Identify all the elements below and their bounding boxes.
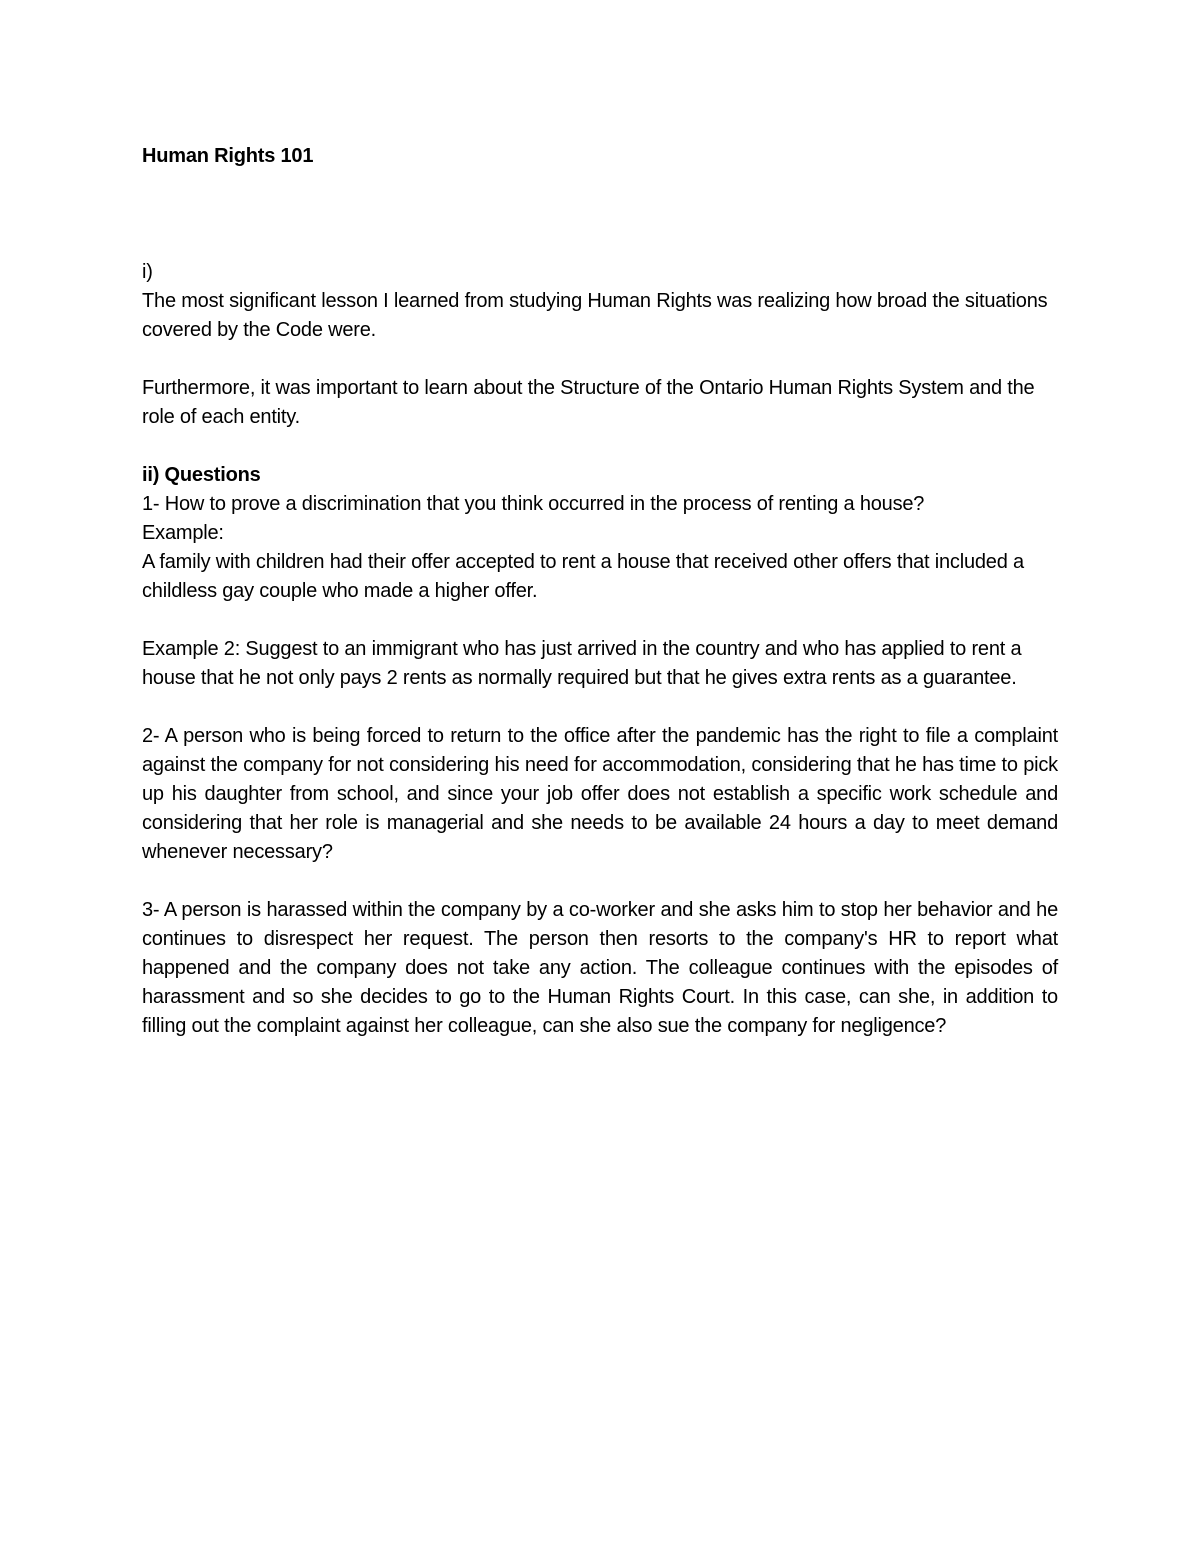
example-label: Example: [142, 522, 224, 544]
question-3: 3- A person is harassed within the company by a co-worker and she asks him to stop her behavior and he continues to disrespect her request. The person then resorts to the company's HR to report what happened and the company does not take any action. The colleague continues with the episodes of harassment and so she decides to go to the Human Rights Court. In this case, can she, in addition to filling out the complaint against her colleague, can she also sue the company for negligence? [142, 899, 1058, 1037]
spacer [142, 867, 1058, 896]
section1-label: i) [142, 261, 153, 283]
spacer [142, 606, 1058, 635]
section1-paragraph-2: Furthermore, it was important to learn about the Structure of the Ontario Human Rights System and the role of each entity. [142, 377, 1035, 428]
example-2: Example 2: Suggest to an immigrant who has just arrived in the country and who has applied to rent a house that he not only pays 2 rents as normally required but that he gives extra rents as a guarantee. [142, 638, 1022, 689]
spacer [142, 345, 1058, 374]
question-1: 1- How to prove a discrimination that you think occurred in the process of renting a house? [142, 493, 925, 515]
document-title: Human Rights 101 [142, 145, 314, 167]
spacer [142, 432, 1058, 461]
example-1: A family with children had their offer accepted to rent a house that received other offers that included a childless gay couple who made a higher offer. [142, 551, 1024, 602]
document-body [142, 142, 1058, 1041]
section2-heading: ii) Questions [142, 464, 261, 486]
spacer [142, 693, 1058, 722]
question-2: 2- A person who is being forced to return to the office after the pandemic has the right to file a complaint against the company for not considering his need for accommodation, considering that he has time to pick up his daughter from school, and since your job offer does not establish a specific work schedule and considering that her role is managerial and she needs to be available 24 hours a day to meet demand whenever necessary? [142, 725, 1058, 863]
section1-paragraph-1: The most significant lesson I learned from studying Human Rights was realizing how broad the situations covered by the Code were. [142, 290, 1048, 341]
spacer [142, 171, 1058, 258]
